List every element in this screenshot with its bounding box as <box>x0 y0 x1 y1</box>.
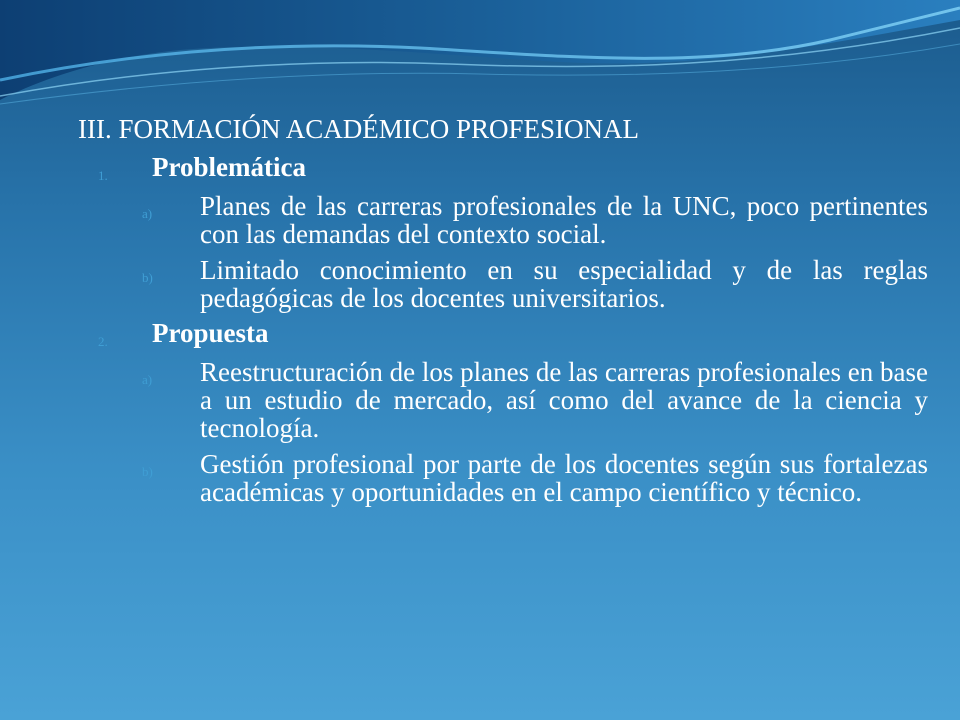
section-title: Problemática <box>152 152 306 182</box>
item-marker: a) <box>142 206 153 221</box>
item-text: Gestión profesional por parte de los docentes según sus fortalezas académicas y oportunidades en el campo científico y técnico. <box>200 449 928 507</box>
section-number: 2. <box>98 334 108 349</box>
list-item <box>78 450 928 506</box>
section-propuesta <box>78 316 928 506</box>
item-marker: b) <box>142 270 153 285</box>
list-item <box>78 192 928 248</box>
wave-decoration <box>0 0 960 120</box>
slide-content <box>78 112 928 506</box>
section-number: 1. <box>98 168 108 183</box>
slide-heading: III. FORMACIÓN ACADÉMICO PROFESIONAL <box>78 114 640 144</box>
item-marker: b) <box>142 464 153 479</box>
list-item <box>78 358 928 442</box>
section-problematica <box>78 150 928 312</box>
item-marker: a) <box>142 372 153 387</box>
item-text: Planes de las carreras profesionales de la UNC, poco pertinentes con las demandas del contexto social. <box>200 191 928 249</box>
item-text: Limitado conocimiento en su especialidad y de las reglas pedagógicas de los docentes universitarios. <box>200 255 928 313</box>
item-text: Reestructuración de los planes de las carreras profesionales en base a un estudio de mercado, así como del avance de la ciencia y tecnología. <box>200 357 928 443</box>
list-item <box>78 256 928 312</box>
section-title: Propuesta <box>152 318 269 348</box>
